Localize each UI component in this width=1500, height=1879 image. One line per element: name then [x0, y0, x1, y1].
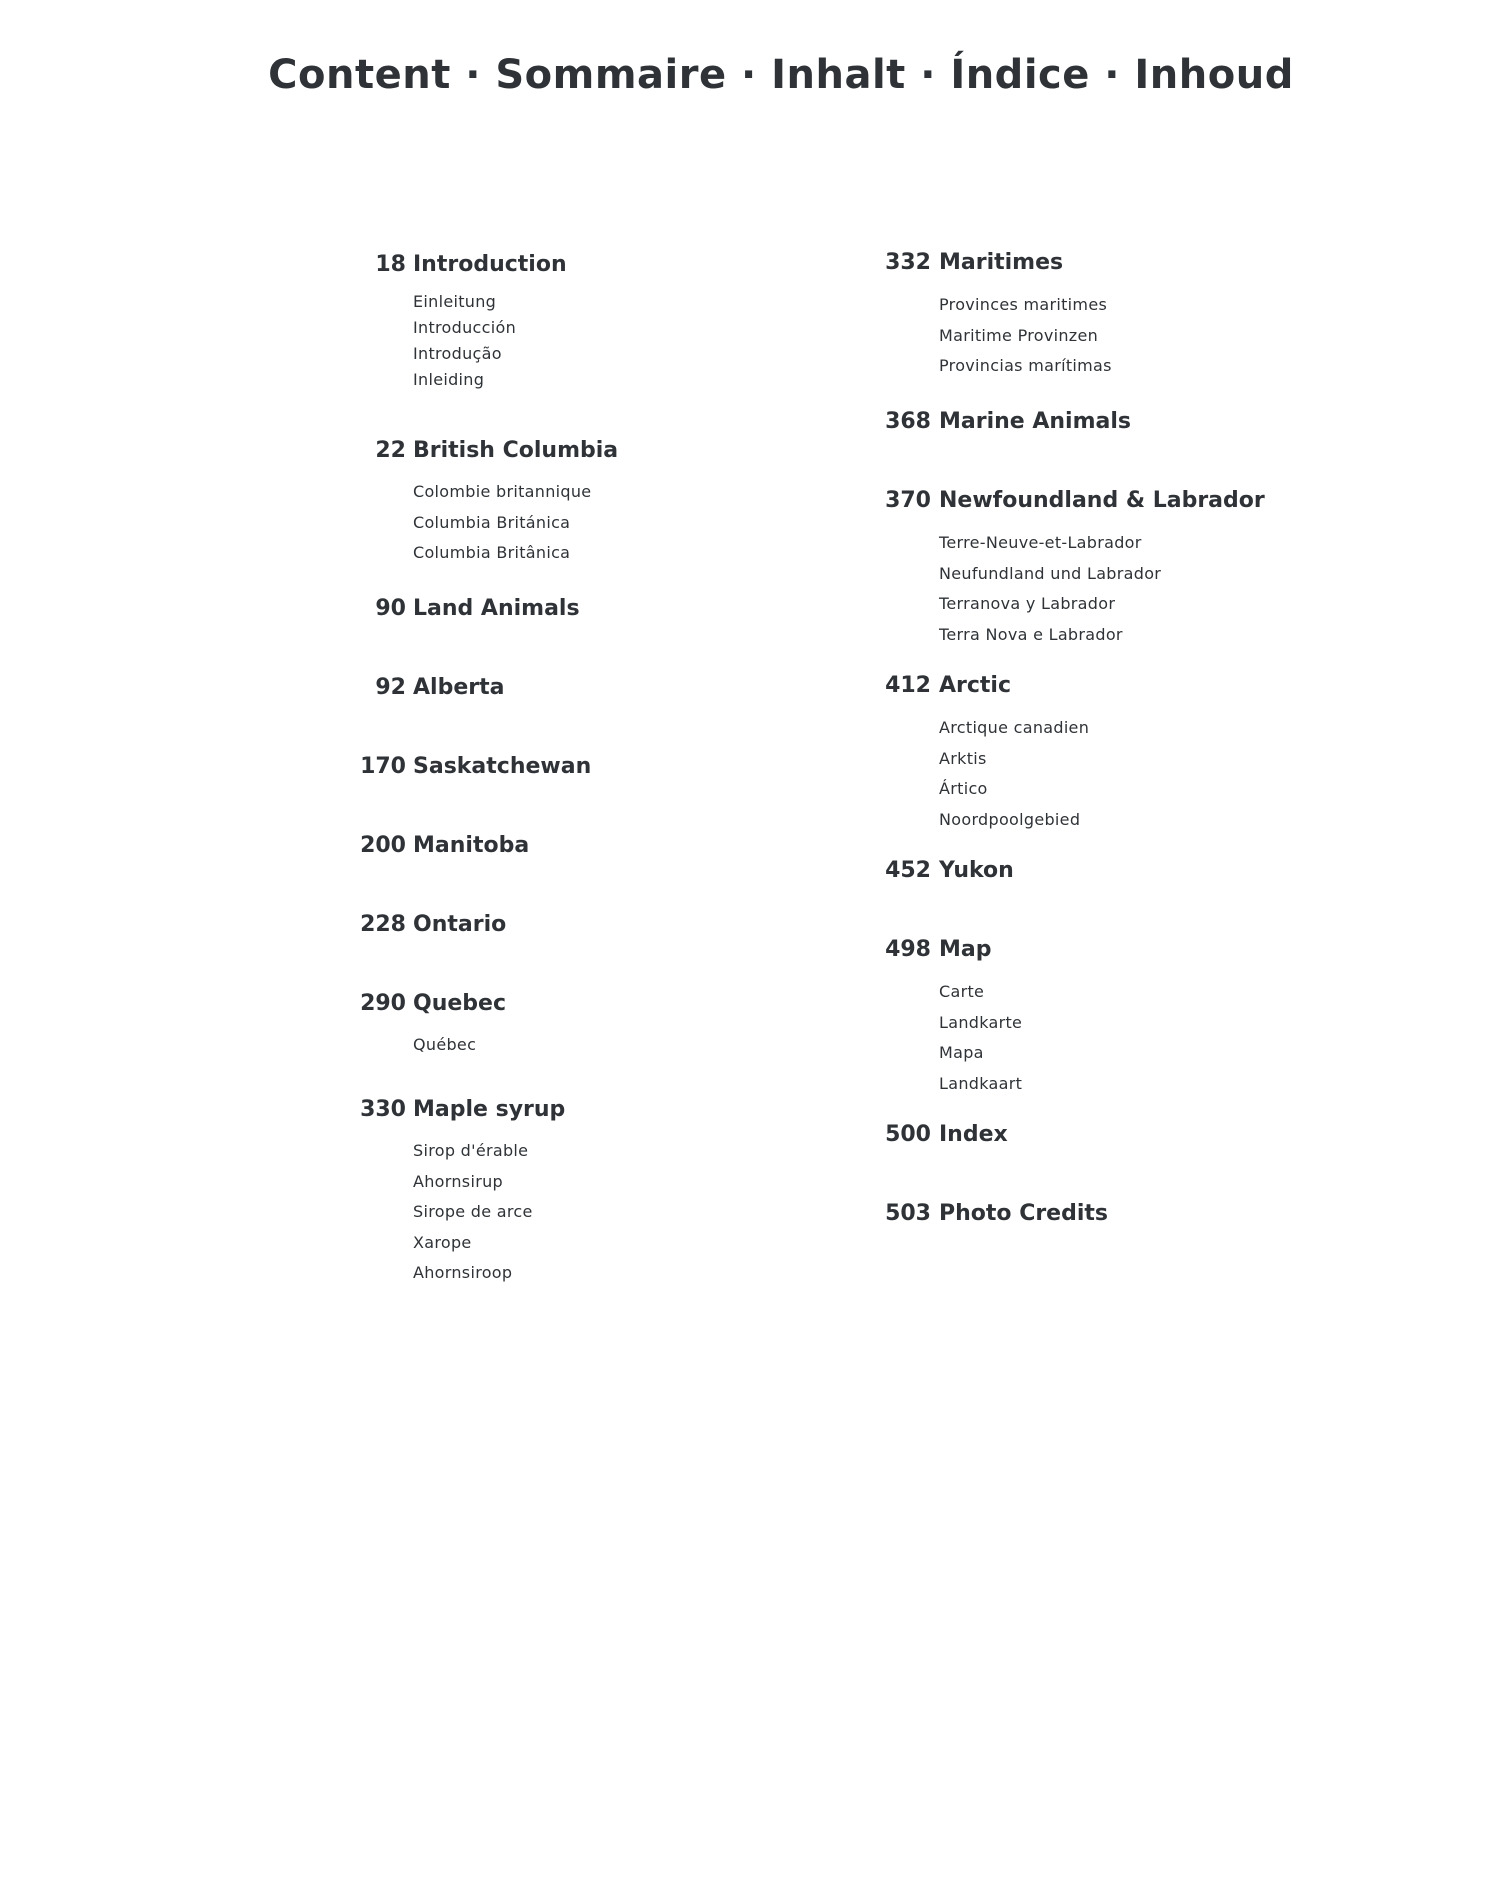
toc-page-number: 200	[360, 833, 406, 858]
toc-entry-title[interactable]: Ontario	[413, 912, 507, 937]
toc-entry-title[interactable]: Alberta	[413, 675, 505, 700]
toc-page-number: 498	[885, 937, 931, 962]
toc-entry-title[interactable]: Manitoba	[413, 833, 530, 858]
toc-entry-title[interactable]: Saskatchewan	[413, 754, 592, 779]
toc-translation: Maritime Provinzen	[939, 325, 1099, 345]
toc-entry-title[interactable]: Photo Credits	[939, 1201, 1109, 1226]
toc-translation: Ahornsiroop	[413, 1263, 513, 1282]
toc-translation: Noordpoolgebied	[939, 809, 1081, 829]
toc-translation: Sirop d'érable	[413, 1141, 529, 1160]
toc-page-number: 228	[360, 912, 406, 937]
toc-translation: Landkarte	[939, 1012, 1023, 1032]
toc-entry-title[interactable]: Newfoundland & Labrador	[939, 488, 1265, 513]
toc-entry-title[interactable]: Maple syrup	[413, 1097, 566, 1122]
toc-translation: Carte	[939, 982, 985, 1001]
toc-translation: Xarope	[413, 1232, 472, 1252]
toc-page-number: 503	[885, 1201, 931, 1226]
toc-translation: Québec	[413, 1035, 477, 1054]
toc-page-number: 22	[375, 438, 406, 463]
toc-translation: Ahornsirup	[413, 1171, 503, 1191]
toc-translation: Inleiding	[413, 370, 485, 389]
toc-entry-title[interactable]: Marine Animals	[939, 409, 1132, 434]
toc-entry-title[interactable]: Yukon	[939, 858, 1014, 883]
toc-entry-title[interactable]: Land Animals	[413, 596, 580, 621]
toc-translation: Terre-Neuve-et-Labrador	[939, 533, 1142, 552]
toc-page-number: 370	[885, 488, 931, 513]
toc-page-number: 18	[375, 252, 406, 277]
toc-entry-title[interactable]: British Columbia	[413, 438, 619, 463]
toc-translation: Columbia Britânica	[413, 543, 571, 562]
toc-translation: Terra Nova e Labrador	[939, 624, 1123, 644]
toc-translation: Terranova y Labrador	[939, 594, 1116, 613]
toc-translation: Introducción	[413, 318, 517, 337]
toc-translation: Columbia Británica	[413, 512, 571, 532]
toc-translation: Landkaart	[939, 1073, 1023, 1093]
toc-translation: Arktis	[939, 748, 987, 768]
toc-page-number: 412	[885, 673, 931, 698]
toc-translation: Mapa	[939, 1043, 984, 1062]
toc-translation: Provinces maritimes	[939, 295, 1108, 314]
toc-page-number: 500	[885, 1122, 931, 1147]
toc-entry-title[interactable]: Index	[939, 1122, 1008, 1147]
toc-translation: Sirope de arce	[413, 1202, 533, 1221]
toc-page-number: 452	[885, 858, 931, 883]
toc-page-number: 170	[360, 754, 406, 779]
toc-page-number: 330	[360, 1097, 406, 1122]
toc-translation: Ártico	[939, 779, 988, 798]
toc-translation: Einleitung	[413, 292, 497, 311]
toc-entry-title[interactable]: Introduction	[413, 252, 567, 277]
toc-page-number: 332	[885, 250, 931, 275]
toc-page-number: 368	[885, 409, 931, 434]
toc-translation: Colombie britannique	[413, 482, 592, 501]
toc-entry-title[interactable]: Maritimes	[939, 250, 1064, 275]
toc-page-number: 90	[375, 596, 406, 621]
toc-translation: Neufundland und Labrador	[939, 563, 1162, 583]
toc-page-number: 290	[360, 991, 406, 1016]
toc-entry-title[interactable]: Arctic	[939, 673, 1012, 698]
toc-entry-title[interactable]: Quebec	[413, 991, 506, 1016]
toc-translation: Arctique canadien	[939, 718, 1090, 737]
page-title: Content · Sommaire · Inhalt · Índice · Inhoud	[268, 52, 1294, 98]
toc-translation: Provincias marítimas	[939, 356, 1112, 375]
toc-page-number: 92	[375, 675, 406, 700]
toc-translation: Introdução	[413, 344, 502, 363]
toc-entry-title[interactable]: Map	[939, 937, 992, 962]
